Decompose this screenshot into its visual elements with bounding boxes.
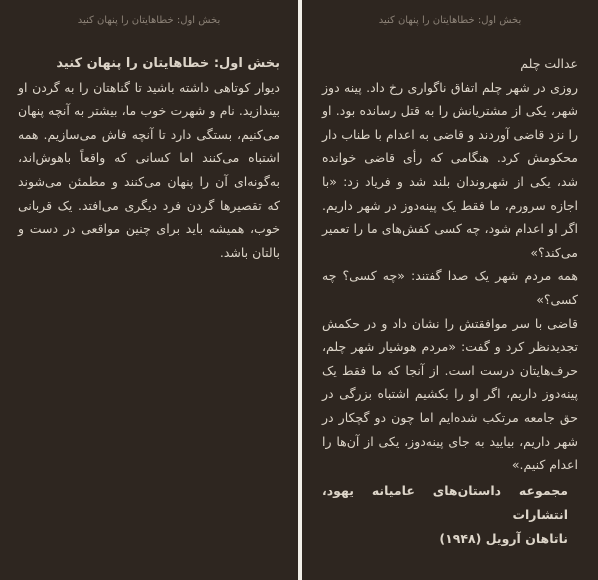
running-head: بخش اول: خطاهایتان را پنهان کنید [378, 15, 522, 26]
right-page [302, 0, 598, 580]
story-paragraph: قاضی با سر موافقتش را نشان داد و در حکمش تجدیدنظر کرد و گفت: «مردم هوشیار شهر چلم، حرف‌هایتان درست است. از آنجا که ما فقط یک پینه‌دوز داریم، اگر او را بکشیم اشتباه بزرگی در حق جامعه مرتکب شده‌ایم اما چون دو گچکار در شهر داریم، بیایید به جای پینه‌دوز، یکی از آن‌ها را اعدام کنیم.» [322, 315, 578, 473]
story-title: عدالت چلم [520, 56, 578, 71]
source-line: ناتاهان آرویل (۱۹۴۸) [439, 530, 568, 546]
left-page [0, 0, 298, 580]
source-line: مجموعه داستان‌های عامیانه یهود، انتشارات [322, 482, 568, 522]
story-paragraph: همه مردم شهر یک صدا گفتند: «چه کسی؟ چه کسی؟» [322, 268, 578, 307]
section-heading: بخش اول: خطاهایتان را پنهان کنید [56, 56, 280, 71]
page-content [322, 52, 578, 551]
page-content [18, 52, 280, 264]
story-paragraph: روزی در شهر چلم اتفاق ناگواری رخ داد. پینه دوز شهر، یکی از مشتریانش را به قتل رسانده بود. او را نزد قاضی آوردند و قاضی به اعدام با طناب دار محکومش کرد. هنگامی که رأی قاضی خوانده شد، یکی از شهروندان بلند شد و فریاد زد: «با اجازه سرورم، ما فقط یک پینه‌دوز در شهر داریم. اگر او اعدام شود، چه کسی کفش‌های ما را تعمیر می‌کند؟» [322, 79, 578, 260]
running-head: بخش اول: خطاهایتان را پنهان کنید [77, 15, 221, 26]
body-paragraph: دیوار کوتاهی داشته باشید تا گناهتان را به گردن او بیندازید. نام و شهرت خوب ما، بیشتر به آنچه پنهان می‌کنیم، بستگی دارد تا آنچه فاش می‌سازیم. همه اشتباه می‌کنند اما کسانی که واقعاً باهوش‌اند، به‌گونه‌ای آن را پنهان می‌کنند و مطمئن می‌شوند که تقصیرها گردن فرد دیگری می‌افتد. یک قربانی خوب، همیشه باید برای چنین مواقعی در دست و بالتان باشد. [18, 79, 280, 260]
source-citation [322, 479, 578, 551]
